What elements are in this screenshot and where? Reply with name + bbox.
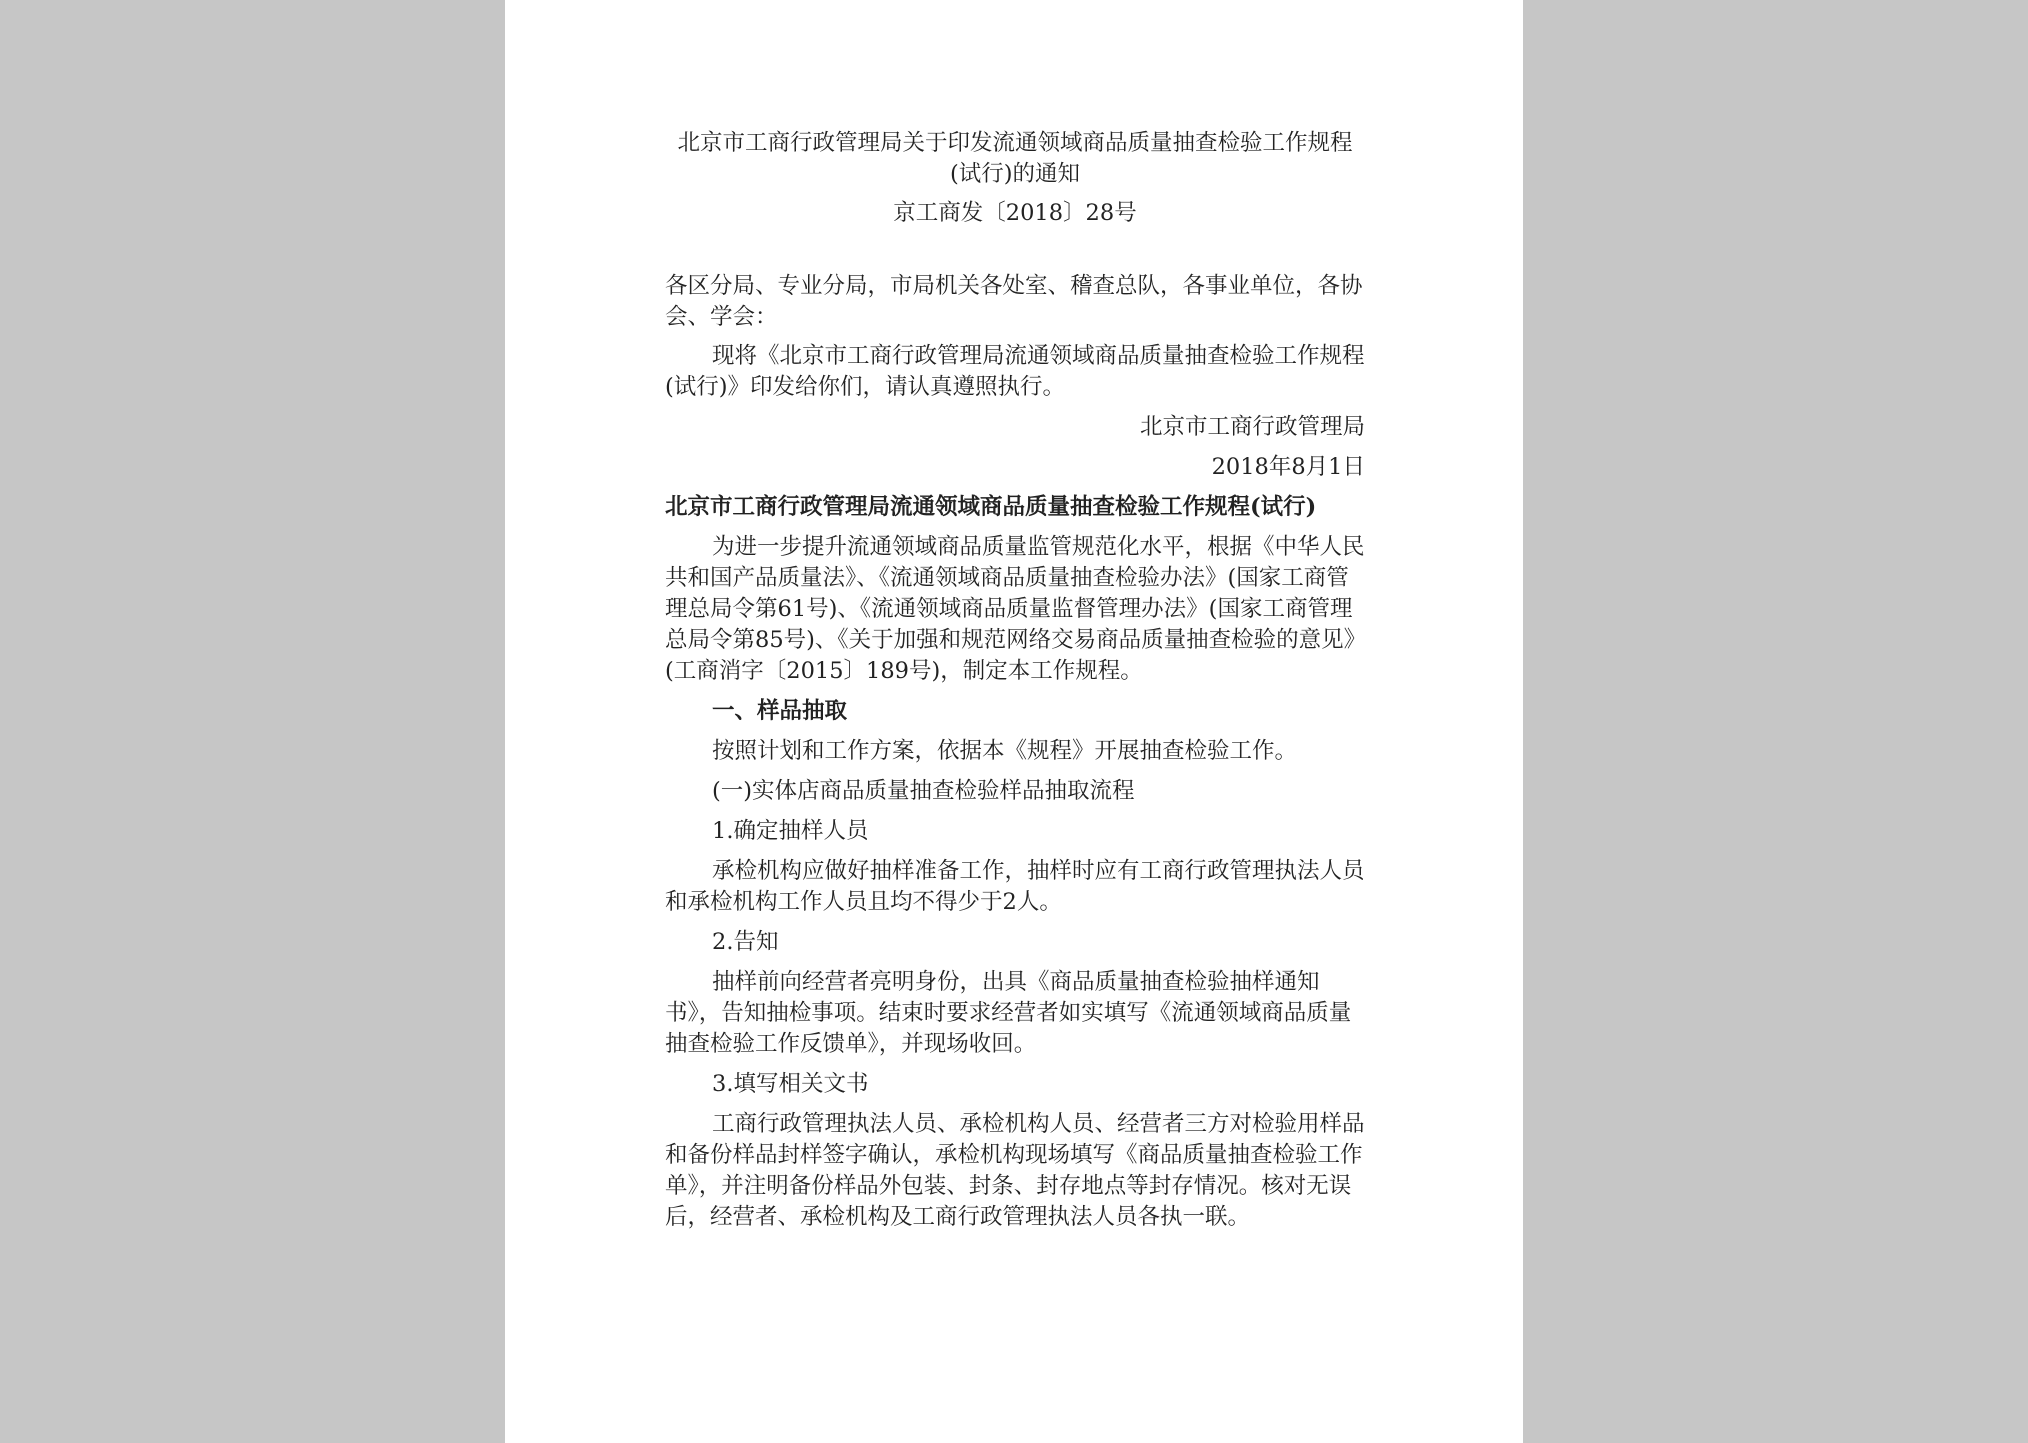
subsection-1-heading: (一)实体店商品质量抽查检验样品抽取流程 — [712, 778, 1135, 804]
item-2-heading: 2.告知 — [712, 929, 779, 955]
rules-title: 北京市工商行政管理局流通领域商品质量抽查检验工作规程(试行) — [665, 494, 1317, 520]
issue-date: 2018年8月1日 — [1211, 454, 1365, 480]
notice-title: 北京市工商行政管理局关于印发流通领域商品质量抽查检验工作规程(试行)的通知 — [677, 130, 1353, 187]
document-number: 京工商发〔2018〕28号 — [893, 200, 1137, 226]
section-1-heading: 一、样品抽取 — [712, 698, 848, 724]
section-1-text: 按照计划和工作方案，依据本《规程》开展抽查检验工作。 — [712, 738, 1298, 764]
intro-paragraph: 现将《北京市工商行政管理局流通领域商品质量抽查检验工作规程(试行)》印发给你们，请认真遵照执行。 — [665, 343, 1365, 400]
salutation: 各区分局、专业分局，市局机关各处室、稽查总队，各事业单位，各协会、学会： — [665, 273, 1363, 330]
preamble-paragraph: 为进一步提升流通领域商品质量监管规范化水平，根据《中华人民共和国产品质量法》、《流通领域商品质量抽查检验办法》(国家工商管理总局令第61号)、《流通领域商品质量监督管理办法》(国家工商管理总局令第85号)、《关于加强和规范网络交易商品质量抽查检验的意见》(工商消字〔2015〕189号)，制定本工作规程。 — [665, 534, 1365, 684]
item-3-heading: 3.填写相关文书 — [712, 1071, 869, 1097]
issuer-signature: 北京市工商行政管理局 — [1139, 414, 1365, 440]
item-3-text: 工商行政管理执法人员、承检机构人员、经营者三方对检验用样品和备份样品封样签字确认，承检机构现场填写《商品质量抽查检验工作单》，并注明备份样品外包装、封条、封存地点等封存情况。核对无误后，经营者、承检机构及工商行政管理执法人员各执一联。 — [665, 1111, 1365, 1230]
item-2-text: 抽样前向经营者亮明身份，出具《商品质量抽查检验抽样通知书》，告知抽检事项。结束时要求经营者如实填写《流通领域商品质量抽查检验工作反馈单》，并现场收回。 — [665, 969, 1352, 1057]
item-1-heading: 1.确定抽样人员 — [712, 818, 869, 844]
item-1-text: 承检机构应做好抽样准备工作，抽样时应有工商行政管理执法人员和承检机构工作人员且均不得少于2人。 — [665, 858, 1365, 915]
document-page — [505, 0, 1523, 1443]
document-content — [665, 128, 1365, 1233]
